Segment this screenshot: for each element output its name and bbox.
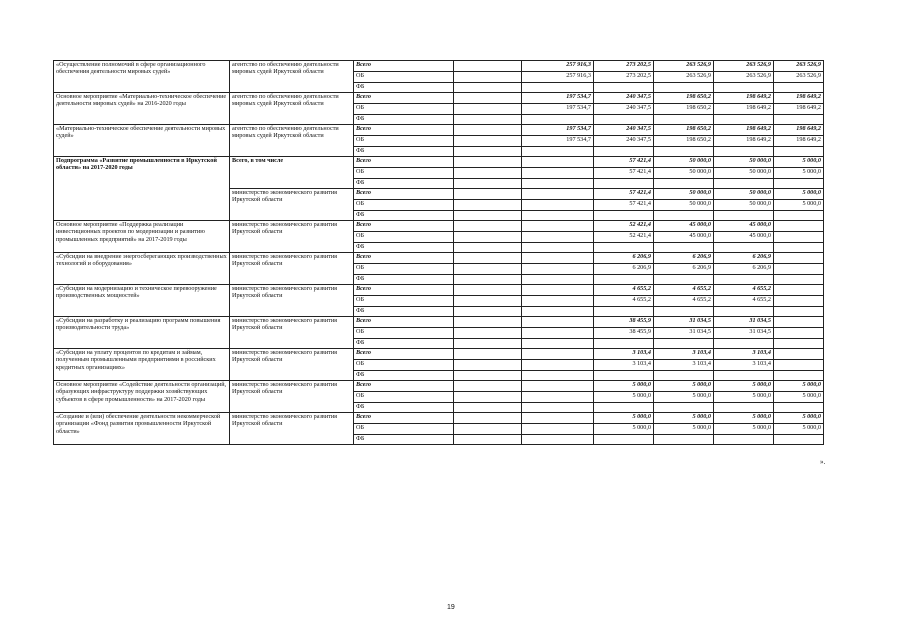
empty-cell — [454, 104, 522, 115]
amount-cell: 198 649,2 — [774, 125, 824, 136]
measure-name: «Субсидии на внедрение энергосберегающих производственных технологий и оборудования» — [54, 253, 230, 285]
amount-cell — [774, 371, 824, 381]
empty-cell — [454, 317, 522, 328]
amount-cell — [594, 371, 654, 381]
amount-cell: 5 000,0 — [714, 381, 774, 392]
amount-cell: 52 421,4 — [594, 221, 654, 232]
measure-name: «Материально-техническое обеспечение деятельности мировых судей» — [54, 125, 230, 157]
amount-cell — [654, 435, 714, 445]
funding-source: ФБ — [354, 83, 454, 93]
funding-source: ФБ — [354, 339, 454, 349]
funding-source: Всего — [354, 285, 454, 296]
amount-cell: 257 916,3 — [522, 72, 594, 83]
closing-quote-mark: ». — [820, 458, 826, 466]
amount-cell — [594, 435, 654, 445]
funding-source: ОБ — [354, 136, 454, 147]
table-row — [54, 125, 824, 136]
amount-cell — [522, 157, 594, 168]
amount-cell: 273 202,5 — [594, 61, 654, 72]
amount-cell — [594, 115, 654, 125]
responsible-executor: министерство экономического развития Иркутской области — [230, 317, 354, 349]
amount-cell — [522, 392, 594, 403]
funding-source: Всего — [354, 157, 454, 168]
amount-cell — [522, 253, 594, 264]
amount-cell: 5 000,0 — [654, 381, 714, 392]
amount-cell — [522, 115, 594, 125]
amount-cell: 4 655,2 — [654, 285, 714, 296]
amount-cell: 6 206,9 — [654, 264, 714, 275]
amount-cell: 5 000,0 — [774, 381, 824, 392]
amount-cell — [774, 211, 824, 221]
funding-source: Всего — [354, 317, 454, 328]
amount-cell — [522, 264, 594, 275]
funding-source: ОБ — [354, 232, 454, 243]
empty-cell — [454, 328, 522, 339]
amount-cell: 57 421,4 — [594, 189, 654, 200]
funding-source: ОБ — [354, 104, 454, 115]
amount-cell: 50 000,0 — [654, 157, 714, 168]
amount-cell: 38 455,9 — [594, 317, 654, 328]
empty-cell — [454, 168, 522, 179]
amount-cell: 263 526,9 — [654, 72, 714, 83]
table-row — [54, 93, 824, 104]
funding-source: Всего — [354, 61, 454, 72]
amount-cell: 240 347,5 — [594, 125, 654, 136]
amount-cell — [594, 179, 654, 189]
amount-cell: 197 534,7 — [522, 125, 594, 136]
amount-cell — [774, 243, 824, 253]
funding-source: ФБ — [354, 211, 454, 221]
amount-cell: 4 655,2 — [714, 285, 774, 296]
amount-cell — [522, 147, 594, 157]
empty-cell — [454, 381, 522, 392]
funding-source: Всего — [354, 93, 454, 104]
amount-cell: 50 000,0 — [654, 200, 714, 211]
amount-cell: 5 000,0 — [714, 413, 774, 424]
amount-cell — [774, 221, 824, 232]
table-row — [54, 285, 824, 296]
amount-cell — [594, 403, 654, 413]
amount-cell: 5 000,0 — [774, 413, 824, 424]
funding-source: Всего — [354, 221, 454, 232]
amount-cell — [714, 147, 774, 157]
amount-cell — [714, 275, 774, 285]
amount-cell — [522, 381, 594, 392]
empty-cell — [454, 243, 522, 253]
empty-cell — [454, 307, 522, 317]
amount-cell — [774, 349, 824, 360]
amount-cell — [522, 285, 594, 296]
empty-cell — [454, 136, 522, 147]
amount-cell — [654, 243, 714, 253]
measure-name: Основное мероприятие «Материально-техническое обеспечение деятельности мировых судей» на 2016-2020 годы — [54, 93, 230, 125]
amount-cell — [522, 403, 594, 413]
empty-cell — [454, 275, 522, 285]
amount-cell: 45 000,0 — [654, 232, 714, 243]
amount-cell: 198 649,2 — [774, 93, 824, 104]
amount-cell — [522, 339, 594, 349]
amount-cell: 31 034,5 — [714, 317, 774, 328]
amount-cell: 4 655,2 — [594, 285, 654, 296]
funding-source: ОБ — [354, 328, 454, 339]
empty-cell — [454, 93, 522, 104]
amount-cell: 198 649,2 — [774, 104, 824, 115]
empty-cell — [454, 221, 522, 232]
amount-cell: 6 206,9 — [654, 253, 714, 264]
table-row — [54, 221, 824, 232]
amount-cell — [774, 83, 824, 93]
empty-cell — [454, 413, 522, 424]
funding-source: ФБ — [354, 307, 454, 317]
measure-name: «Субсидии на уплату процентов по кредитам и займам, полученным промышленными предприятиями в российских кредитных организациях» — [54, 349, 230, 381]
funding-source: ОБ — [354, 200, 454, 211]
empty-cell — [454, 125, 522, 136]
amount-cell: 263 526,9 — [714, 72, 774, 83]
page-number: 19 — [447, 604, 455, 611]
amount-cell: 45 000,0 — [654, 221, 714, 232]
amount-cell — [774, 328, 824, 339]
amount-cell: 3 103,4 — [594, 360, 654, 371]
amount-cell: 50 000,0 — [654, 189, 714, 200]
amount-cell — [774, 339, 824, 349]
funding-source: ОБ — [354, 264, 454, 275]
amount-cell: 6 206,9 — [594, 264, 654, 275]
empty-cell — [454, 285, 522, 296]
amount-cell — [774, 360, 824, 371]
empty-cell — [454, 72, 522, 83]
amount-cell: 5 000,0 — [774, 200, 824, 211]
funding-source: ФБ — [354, 403, 454, 413]
measure-name: Подпрограмма «Развитие промышленности в Иркутской области» на 2017-2020 годы — [54, 157, 230, 221]
empty-cell — [454, 83, 522, 93]
responsible-executor: агентство по обеспечению деятельности мировых судей Иркутской области — [230, 61, 354, 93]
amount-cell — [774, 115, 824, 125]
amount-cell: 52 421,4 — [594, 232, 654, 243]
amount-cell — [714, 83, 774, 93]
amount-cell: 4 655,2 — [654, 296, 714, 307]
table-row — [54, 381, 824, 392]
amount-cell: 197 534,7 — [522, 104, 594, 115]
amount-cell: 240 347,5 — [594, 136, 654, 147]
amount-cell — [594, 83, 654, 93]
table-row — [54, 349, 824, 360]
responsible-executor: министерство экономического развития Иркутской области — [230, 189, 354, 221]
amount-cell: 3 103,4 — [594, 349, 654, 360]
amount-cell — [522, 307, 594, 317]
amount-cell: 197 534,7 — [522, 136, 594, 147]
amount-cell — [522, 413, 594, 424]
amount-cell — [522, 435, 594, 445]
amount-cell — [774, 232, 824, 243]
empty-cell — [454, 61, 522, 72]
amount-cell: 5 000,0 — [654, 413, 714, 424]
responsible-executor: агентство по обеспечению деятельности мировых судей Иркутской области — [230, 125, 354, 157]
empty-cell — [454, 296, 522, 307]
empty-cell — [454, 435, 522, 445]
amount-cell — [522, 349, 594, 360]
amount-cell — [774, 285, 824, 296]
amount-cell: 3 103,4 — [654, 349, 714, 360]
amount-cell: 50 000,0 — [654, 168, 714, 179]
amount-cell — [594, 339, 654, 349]
amount-cell: 45 000,0 — [714, 221, 774, 232]
funding-source: ОБ — [354, 392, 454, 403]
amount-cell: 50 000,0 — [714, 189, 774, 200]
empty-cell — [454, 157, 522, 168]
amount-cell: 5 000,0 — [594, 413, 654, 424]
amount-cell — [654, 371, 714, 381]
funding-source: ФБ — [354, 435, 454, 445]
amount-cell: 57 421,4 — [594, 168, 654, 179]
amount-cell — [714, 115, 774, 125]
amount-cell: 38 455,9 — [594, 328, 654, 339]
amount-cell — [522, 189, 594, 200]
amount-cell: 240 347,5 — [594, 104, 654, 115]
amount-cell — [522, 243, 594, 253]
amount-cell — [774, 296, 824, 307]
amount-cell: 50 000,0 — [714, 200, 774, 211]
amount-cell: 5 000,0 — [774, 189, 824, 200]
amount-cell — [774, 264, 824, 275]
amount-cell: 273 202,5 — [594, 72, 654, 83]
amount-cell — [714, 307, 774, 317]
amount-cell — [654, 275, 714, 285]
empty-cell — [454, 232, 522, 243]
amount-cell — [654, 339, 714, 349]
table-row — [54, 61, 824, 72]
amount-cell: 3 103,4 — [714, 360, 774, 371]
responsible-executor: министерство экономического развития Иркутской области — [230, 349, 354, 381]
amount-cell — [714, 211, 774, 221]
amount-cell — [654, 147, 714, 157]
measure-name: Основное мероприятие «Содействие деятельности организаций, образующих инфраструктуру поддержки хозяйствующих субъектов в сфере промышленности» на 2017-2020 годы — [54, 381, 230, 413]
amount-cell — [654, 179, 714, 189]
funding-source: ОБ — [354, 424, 454, 435]
amount-cell: 4 655,2 — [594, 296, 654, 307]
responsible-executor: министерство экономического развития Иркутской области — [230, 253, 354, 285]
amount-cell: 198 649,2 — [714, 136, 774, 147]
amount-cell — [714, 435, 774, 445]
amount-cell — [522, 83, 594, 93]
amount-cell — [522, 275, 594, 285]
table-row — [54, 157, 824, 168]
empty-cell — [454, 179, 522, 189]
amount-cell: 4 655,2 — [714, 296, 774, 307]
empty-cell — [454, 371, 522, 381]
measure-name: «Создание и (или) обеспечение деятельности некоммерческой организации «Фонд развития промышленности Иркутской области» — [54, 413, 230, 445]
amount-cell — [774, 317, 824, 328]
amount-cell: 57 421,4 — [594, 200, 654, 211]
amount-cell: 5 000,0 — [594, 424, 654, 435]
amount-cell: 31 034,5 — [654, 328, 714, 339]
responsible-executor: Всего, в том числе — [230, 157, 354, 189]
amount-cell — [594, 307, 654, 317]
funding-source: Всего — [354, 253, 454, 264]
amount-cell: 263 526,9 — [774, 61, 824, 72]
budget-table — [53, 60, 824, 445]
amount-cell — [594, 243, 654, 253]
empty-cell — [454, 392, 522, 403]
amount-cell — [594, 275, 654, 285]
table-row — [54, 317, 824, 328]
table-row — [54, 413, 824, 424]
amount-cell: 5 000,0 — [594, 392, 654, 403]
measure-name: Основное мероприятие «Поддержка реализации инвестиционных проектов по модернизации и развитию промышленных предприятий» на 2017-2019 годы — [54, 221, 230, 253]
amount-cell: 5 000,0 — [654, 392, 714, 403]
amount-cell: 198 649,2 — [714, 93, 774, 104]
responsible-executor: министерство экономического развития Иркутской области — [230, 221, 354, 253]
amount-cell: 5 000,0 — [774, 392, 824, 403]
empty-cell — [454, 264, 522, 275]
funding-source: ОБ — [354, 168, 454, 179]
amount-cell: 198 649,2 — [774, 136, 824, 147]
amount-cell — [522, 168, 594, 179]
responsible-executor: министерство экономического развития Иркутской области — [230, 413, 354, 445]
amount-cell: 198 649,2 — [714, 125, 774, 136]
amount-cell: 5 000,0 — [774, 424, 824, 435]
amount-cell: 45 000,0 — [714, 232, 774, 243]
amount-cell — [522, 200, 594, 211]
empty-cell — [454, 349, 522, 360]
empty-cell — [454, 211, 522, 221]
amount-cell — [522, 328, 594, 339]
funding-source: Всего — [354, 125, 454, 136]
amount-cell — [594, 211, 654, 221]
empty-cell — [454, 115, 522, 125]
empty-cell — [454, 253, 522, 264]
amount-cell: 5 000,0 — [774, 157, 824, 168]
measure-name: «Осуществление полномочий в сфере организационного обеспечения деятельности мировых судей» — [54, 61, 230, 93]
amount-cell — [522, 296, 594, 307]
amount-cell: 57 421,4 — [594, 157, 654, 168]
amount-cell — [774, 403, 824, 413]
funding-source: ОБ — [354, 296, 454, 307]
amount-cell: 5 000,0 — [774, 168, 824, 179]
amount-cell — [522, 232, 594, 243]
amount-cell: 31 034,5 — [654, 317, 714, 328]
amount-cell: 5 000,0 — [654, 424, 714, 435]
amount-cell — [654, 115, 714, 125]
amount-cell: 6 206,9 — [714, 264, 774, 275]
amount-cell: 5 000,0 — [714, 392, 774, 403]
amount-cell — [522, 360, 594, 371]
funding-source: ФБ — [354, 243, 454, 253]
measure-name: «Субсидии на модернизацию и техническое перевооружение производственных мощностей» — [54, 285, 230, 317]
amount-cell: 197 534,7 — [522, 93, 594, 104]
amount-cell: 263 526,9 — [774, 72, 824, 83]
funding-source: ОБ — [354, 72, 454, 83]
responsible-executor: министерство экономического развития Иркутской области — [230, 381, 354, 413]
amount-cell — [714, 179, 774, 189]
empty-cell — [454, 360, 522, 371]
amount-cell: 263 526,9 — [714, 61, 774, 72]
amount-cell: 50 000,0 — [714, 157, 774, 168]
amount-cell — [714, 371, 774, 381]
amount-cell — [522, 211, 594, 221]
amount-cell: 6 206,9 — [714, 253, 774, 264]
amount-cell: 257 916,3 — [522, 61, 594, 72]
amount-cell: 6 206,9 — [594, 253, 654, 264]
amount-cell — [774, 307, 824, 317]
amount-cell: 198 650,2 — [654, 125, 714, 136]
funding-source: ФБ — [354, 371, 454, 381]
amount-cell — [522, 221, 594, 232]
amount-cell: 198 650,2 — [654, 93, 714, 104]
funding-source: Всего — [354, 413, 454, 424]
funding-source: Всего — [354, 349, 454, 360]
funding-source: Всего — [354, 381, 454, 392]
empty-cell — [454, 147, 522, 157]
amount-cell: 3 103,4 — [654, 360, 714, 371]
responsible-executor: агентство по обеспечению деятельности мировых судей Иркутской области — [230, 93, 354, 125]
amount-cell — [522, 424, 594, 435]
amount-cell — [774, 435, 824, 445]
amount-cell: 198 650,2 — [654, 136, 714, 147]
amount-cell: 50 000,0 — [714, 168, 774, 179]
amount-cell — [654, 403, 714, 413]
amount-cell: 240 347,5 — [594, 93, 654, 104]
amount-cell — [774, 253, 824, 264]
funding-source: ОБ — [354, 360, 454, 371]
amount-cell — [522, 179, 594, 189]
amount-cell — [594, 147, 654, 157]
amount-cell — [714, 339, 774, 349]
amount-cell: 5 000,0 — [594, 381, 654, 392]
amount-cell: 3 103,4 — [714, 349, 774, 360]
amount-cell — [654, 83, 714, 93]
amount-cell: 198 649,2 — [714, 104, 774, 115]
measure-name: «Субсидии на разработку и реализацию программ повышения производительности труда» — [54, 317, 230, 349]
empty-cell — [454, 403, 522, 413]
funding-source: ФБ — [354, 115, 454, 125]
amount-cell — [522, 317, 594, 328]
funding-source: ФБ — [354, 147, 454, 157]
empty-cell — [454, 339, 522, 349]
amount-cell — [774, 147, 824, 157]
amount-cell: 31 034,5 — [714, 328, 774, 339]
table-row — [54, 253, 824, 264]
amount-cell — [714, 243, 774, 253]
empty-cell — [454, 200, 522, 211]
amount-cell: 5 000,0 — [714, 424, 774, 435]
table-body — [54, 61, 824, 445]
empty-cell — [454, 189, 522, 200]
responsible-executor: министерство экономического развития Иркутской области — [230, 285, 354, 317]
amount-cell — [714, 403, 774, 413]
amount-cell: 198 650,2 — [654, 104, 714, 115]
funding-source: ФБ — [354, 275, 454, 285]
amount-cell: 263 526,9 — [654, 61, 714, 72]
amount-cell — [654, 211, 714, 221]
funding-source: ФБ — [354, 179, 454, 189]
amount-cell — [774, 179, 824, 189]
funding-source: Всего — [354, 189, 454, 200]
amount-cell — [774, 275, 824, 285]
amount-cell — [522, 371, 594, 381]
amount-cell — [654, 307, 714, 317]
empty-cell — [454, 424, 522, 435]
